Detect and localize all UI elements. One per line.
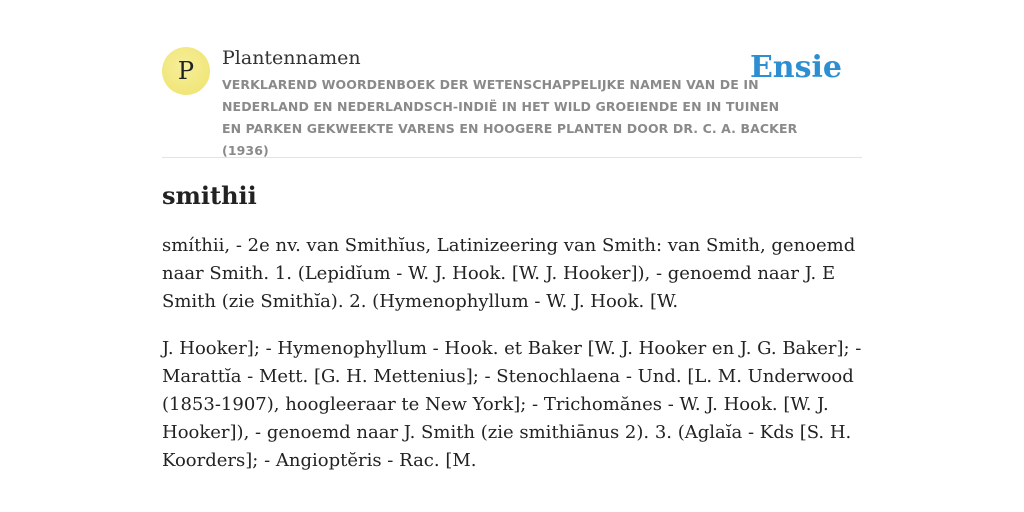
entry-headword: smithii (162, 181, 257, 210)
entry-paragraph: J. Hooker]; - Hymenophyllum - Hook. et Baker [W. J. Hooker en J. G. Baker]; - Marattĭa - Mett. [G. H. Mettenius]; - Stenochlaena - Und. [L. M. Underwood (1853-1907), hoogleeraar te New York]; - Trichomănes - W. J. Hook. [W. J. Hooker]), - genoemd naar J. Smith (zie smithiānus 2). 3. (Aglaĭa - Kds [S. H. Koorders]; - Angioptĕris - Rac. [M. (162, 338, 862, 471)
book-avatar[interactable] (162, 47, 210, 95)
dictionary-entry (162, 178, 862, 494)
book-title-block (222, 46, 802, 162)
entry-paragraph: smíthii, - 2e nv. van Smithĭus, Latinizeering van Smith: van Smith, genoemd naar Smith. 1. (Lepidĭum - W. J. Hook. [W. J. Hooker]), - genoemd naar J. E Smith (zie Smithĭa). 2. (Hymenophyllum - W. J. Hook. [W. (162, 235, 856, 312)
ensie-logo-link[interactable]: Ensie (749, 50, 842, 85)
book-title-link[interactable]: Plantennamen (222, 47, 361, 69)
avatar-letter: P (177, 57, 195, 85)
book-header (162, 44, 862, 158)
book-subtitle: VERKLAREND WOORDENBOEK DER WETENSCHAPPELIJKE NAMEN VAN DE IN NEDERLAND EN NEDERLANDSCH-INDIË IN HET WILD GROEIENDE EN IN TUINEN EN PARKEN GEKWEEKTE VARENS EN HOOGERE PLANTEN DOOR DR. C. A. BACKER (1936) (222, 77, 798, 158)
